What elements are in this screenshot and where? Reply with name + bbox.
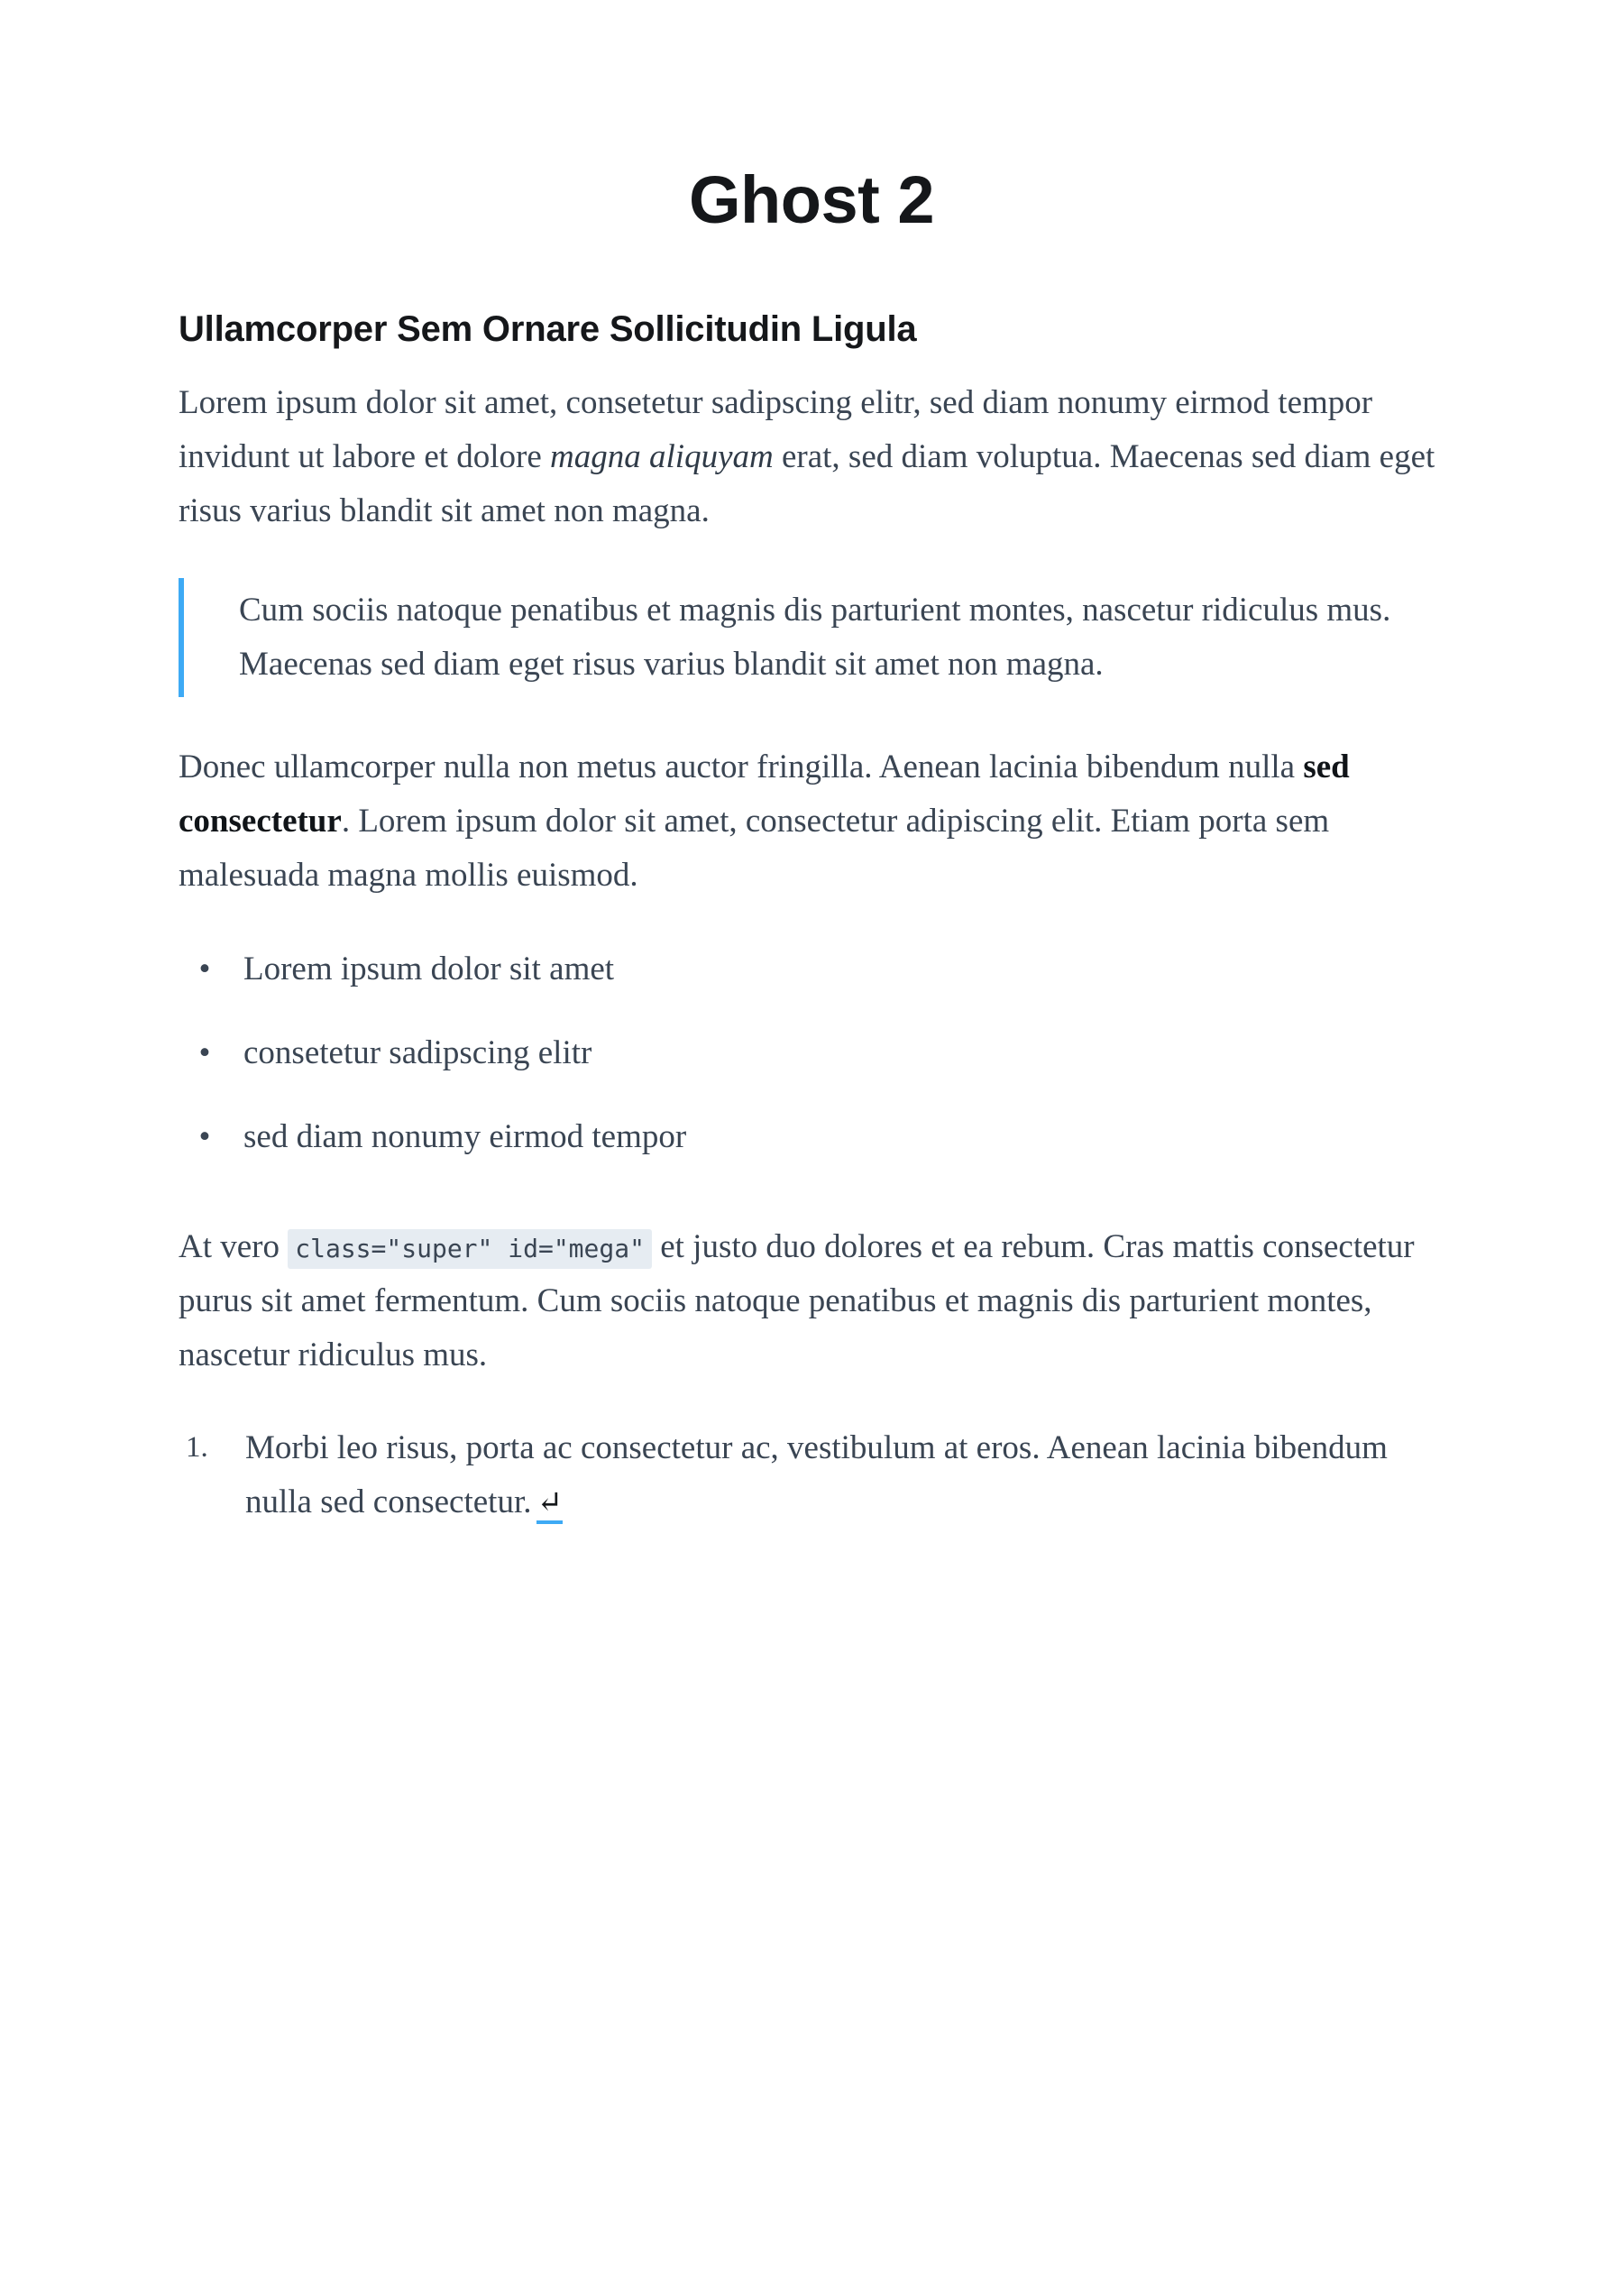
page-title: Ghost 2 xyxy=(689,162,934,237)
list-item-label: Morbi leo risus, porta ac consectetur ac, vestibulum at eros. Aenean lacinia bibendum nulla sed consectetur. xyxy=(245,1429,1388,1521)
ordered-list-marker: 1. xyxy=(186,1431,208,1465)
list-item-label: Lorem ipsum dolor sit amet xyxy=(243,950,615,987)
bullet-marker-icon: • xyxy=(198,950,211,987)
strong-sed-consectetur: sed consectetur xyxy=(179,748,1350,840)
bullet-marker-icon: • xyxy=(198,1033,211,1071)
list-item-label: sed diam nonumy eirmod tempor xyxy=(243,1117,687,1155)
paragraph-intro xyxy=(179,376,1444,538)
list-item xyxy=(179,1026,1444,1080)
list-item xyxy=(179,1110,1444,1164)
blockquote xyxy=(179,578,1444,697)
list-item xyxy=(179,942,1444,996)
paragraph-donec-part-1: Donec ullamcorper nulla non metus auctor fringilla. Aenean lacinia bibendum nulla xyxy=(179,748,1304,785)
paragraph-at-vero-part-2: et justo duo dolores et ea rebum. Cras mattis consectetur purus sit amet fermentum. Cum sociis natoque penatibus et magnis dis parturient montes, nascetur ridiculus mus. xyxy=(179,1227,1415,1373)
paragraph-intro-part-2: erat, sed diam voluptua. Maecenas sed diam eget risus varius blandit sit amet non magna. xyxy=(179,438,1435,530)
paragraph-at-vero xyxy=(179,1220,1444,1382)
bullet-marker-icon: • xyxy=(198,1117,211,1155)
footnote-backref-link[interactable]: ↵ xyxy=(536,1488,563,1524)
bullet-list xyxy=(179,942,1444,1164)
list-item-label: consetetur sadipscing elitr xyxy=(243,1033,592,1071)
paragraph-donec xyxy=(179,740,1444,903)
emphasis-magna-aliquyam: magna aliquyam xyxy=(550,438,774,476)
paragraph-at-vero-part-1: At vero xyxy=(179,1227,289,1265)
document-content xyxy=(179,0,1444,1529)
inline-code-span: class="super" id="mega" xyxy=(288,1229,652,1269)
list-item xyxy=(179,1421,1444,1529)
ordered-list xyxy=(179,1421,1444,1529)
paragraph-intro-part-1: Lorem ipsum dolor sit amet, consetetur sadipscing elitr, sed diam nonumy eirmod tempor invidunt ut labore et dolore xyxy=(179,384,1373,476)
blockquote-text: Cum sociis natoque penatibus et magnis dis parturient montes, nascetur ridiculus mus. Maecenas sed diam eget risus varius blandit sit amet non magna. xyxy=(239,592,1391,684)
section-heading: Ullamcorper Sem Ornare Sollicitudin Ligula xyxy=(179,309,917,350)
paragraph-donec-part-2: . Lorem ipsum dolor sit amet, consectetur adipiscing elit. Etiam porta sem malesuada magna mollis euismod. xyxy=(179,802,1330,894)
list-paragraph-spacer xyxy=(179,1204,1444,1220)
